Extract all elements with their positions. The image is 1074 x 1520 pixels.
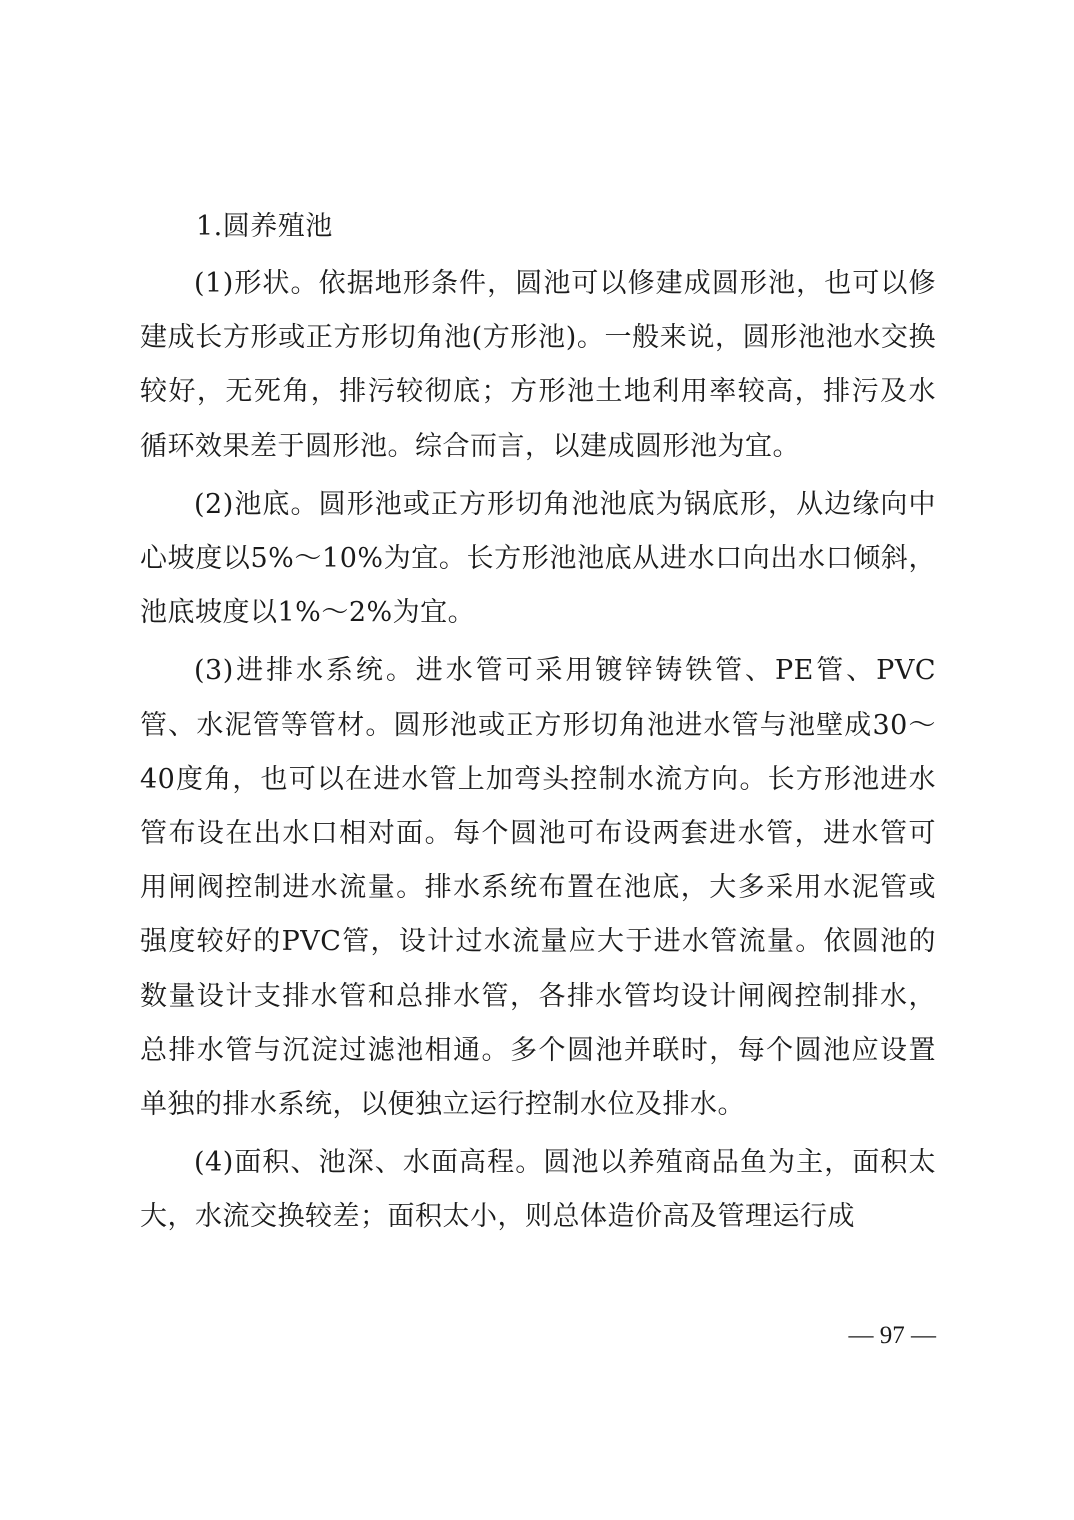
paragraph-area-depth: (4)面积、池深、水面高程。圆池以养殖商品鱼为主，面积太大，水流交换较差；面积太小，则总体造价高及管理运行成 bbox=[140, 1147, 936, 1233]
paragraph-pool-bottom: (2)池底。圆形池或正方形切角池池底为锅底形，从边缘向中心坡度以5%～10%为宜。长方形池池底从进水口向出水口倾斜，池底坡度以1%～2%为宜。 bbox=[140, 488, 936, 629]
paragraph-shape: (1)形状。依据地形条件，圆池可以修建成圆形池，也可以修建成长方形或正方形切角池(方形池)。一般来说，圆形池池水交换较好，无死角，排污较彻底；方形池土地利用率较高，排污及水循环效果差于圆形池。综合而言，以建成圆形池为宜。 bbox=[140, 268, 936, 462]
document-body bbox=[140, 200, 936, 1249]
page-number: — 97 — bbox=[848, 1322, 936, 1349]
section-heading: 1.圆养殖池 bbox=[196, 211, 333, 242]
paragraph-water-system: (3)进排水系统。进水管可采用镀锌铸铁管、PE管、PVC管、水泥管等管材。圆形池或正方形切角池进水管与池壁成30～40度角，也可以在进水管上加弯头控制水流方向。长方形池进水管布设在出水口相对面。每个圆池可布设两套进水管，进水管可用闸阀控制进水流量。排水系统布置在池底，大多采用水泥管或强度较好的PVC管，设计过水流量应大于进水管流量。依圆池的数量设计支排水管和总排水管，各排水管均设计闸阀控制排水，总排水管与沉淀过滤池相通。多个圆池并联时，每个圆池应设置单独的排水系统，以便独立运行控制水位及排水。 bbox=[140, 655, 936, 1121]
